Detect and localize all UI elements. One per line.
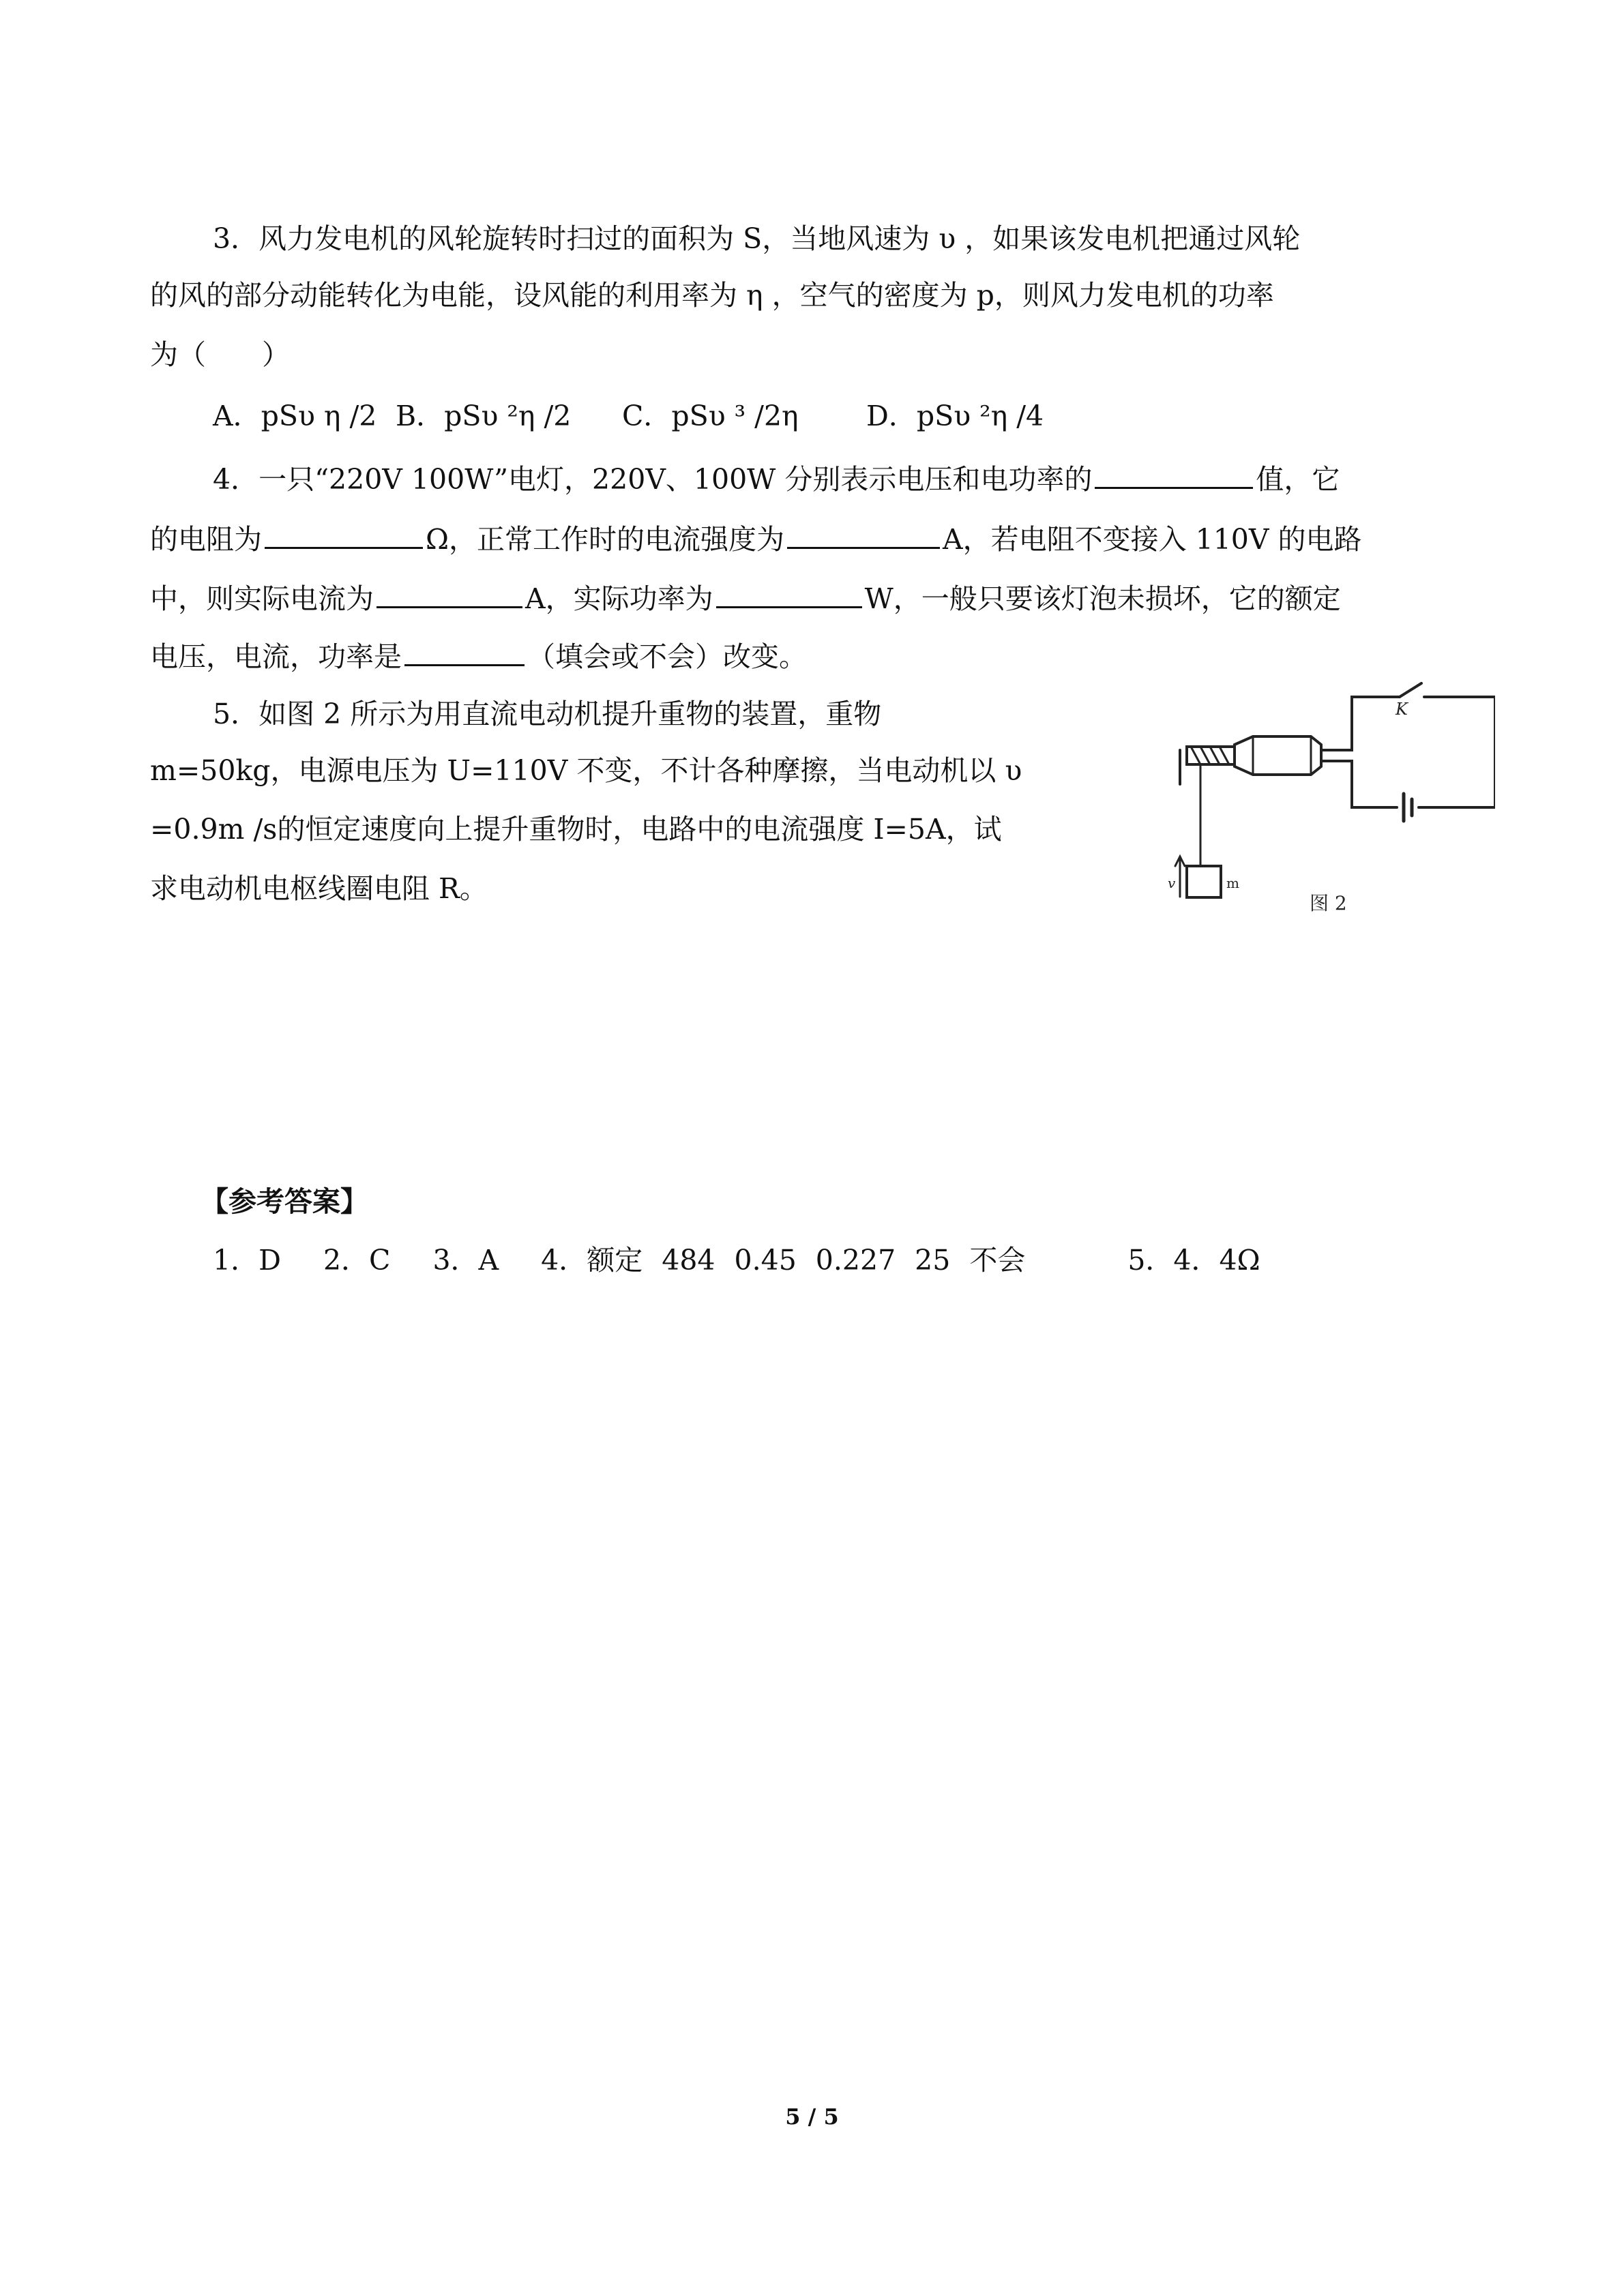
circuit-wire-top — [1337, 697, 1400, 750]
answers-heading: 【参考答案】 — [201, 1185, 368, 1218]
q4-blank-actual-power — [716, 582, 862, 608]
motor-body — [1235, 736, 1321, 775]
circuit-wire-bottom — [1337, 761, 1397, 807]
q4-blank-change — [404, 640, 525, 666]
circuit-wire-right — [1419, 697, 1495, 807]
q4-text-3c: W，一般只要该灯泡未损坏，它的额定 — [864, 582, 1341, 615]
q5-line-3: =0.9m /s的恒定速度向上提升重物时，电路中的电流强度 I=5A，试 — [150, 813, 1002, 846]
q4-text-2a: 的电阻为 — [150, 523, 262, 556]
answer-4-actual-current: 0.227 — [815, 1244, 896, 1277]
q4-text-2b: Ω，正常工作时的电流强度为 — [426, 523, 784, 556]
q3-line-2: 的风的部分动能转化为电能，设风能的利用率为 η ，空气的密度为 p，则风力发电机的功率 — [150, 279, 1274, 312]
mass-label: m — [1226, 875, 1239, 891]
answer-4-label: 4．额定 — [541, 1244, 643, 1277]
q5-line-2: m=50kg，电源电压为 U=110V 不变，不计各种摩擦，当电动机以 υ — [150, 754, 1022, 787]
q3-option-d: D．pSυ ²η /4 — [866, 400, 1044, 432]
q5-line-1: 5．如图 2 所示为用直流电动机提升重物的装置，重物 — [213, 698, 882, 730]
q4-blank-rated — [1095, 462, 1253, 489]
q4-text-3a: 中，则实际电流为 — [150, 582, 374, 615]
switch-label: K — [1396, 700, 1408, 719]
answer-4-resistance: 484 — [662, 1244, 715, 1277]
q4-blank-actual-current — [377, 582, 522, 608]
q4-blank-current — [787, 522, 940, 549]
drum-winding-lines — [1191, 747, 1229, 764]
q3-option-a: A．pSυ η /2 — [213, 400, 377, 432]
q3-line-1: 3．风力发电机的风轮旋转时扫过的面积为 S，当地风速为 υ ，如果该发电机把通过风轮 — [213, 222, 1301, 255]
figure-caption: 图 2 — [1310, 892, 1347, 914]
q4-line-2 — [150, 522, 1362, 554]
q4-line-1 — [213, 462, 1340, 494]
answer-4-change: 不会 — [969, 1244, 1026, 1277]
q3-option-b: B．pSυ ²η /2 — [396, 400, 572, 432]
q4-text-3b: A，实际功率为 — [525, 582, 713, 615]
page-number: 5 / 5 — [785, 2104, 839, 2130]
q3-line-3: 为（ ） — [150, 338, 290, 371]
q4-text-4b: （填会或不会）改变。 — [527, 640, 807, 673]
velocity-label: v — [1168, 875, 1176, 891]
switch-k — [1400, 683, 1421, 697]
q4-line-4 — [150, 640, 807, 671]
answer-3: 3．A — [432, 1244, 499, 1277]
answers-line — [213, 1244, 1260, 1277]
q4-text-4a: 电压，电流，功率是 — [150, 640, 402, 673]
answer-2: 2．C — [323, 1244, 391, 1277]
q4-text-1b: 值，它 — [1256, 463, 1340, 496]
q5-line-4: 求电动机电枢线圈电阻 R。 — [150, 872, 488, 905]
answer-4-power: 25 — [915, 1244, 951, 1277]
answer-5: 5．4．4Ω — [1127, 1244, 1260, 1277]
q3-option-c: C．pSυ ³ /2η — [622, 400, 799, 432]
q4-text-1a: 4．一只“220V 100W”电灯，220V、100W 分别表示电压和电功率的 — [213, 463, 1093, 496]
mass-block — [1187, 866, 1221, 897]
answer-1: 1．D — [213, 1244, 281, 1277]
figure-motor-circuit — [1168, 682, 1495, 927]
q4-blank-resistance — [265, 522, 423, 549]
q4-text-2c: A，若电阻不变接入 110V 的电路 — [943, 523, 1362, 556]
q3-options — [213, 402, 1044, 430]
q4-line-3 — [150, 582, 1341, 613]
answer-4-current: 0.45 — [734, 1244, 797, 1277]
